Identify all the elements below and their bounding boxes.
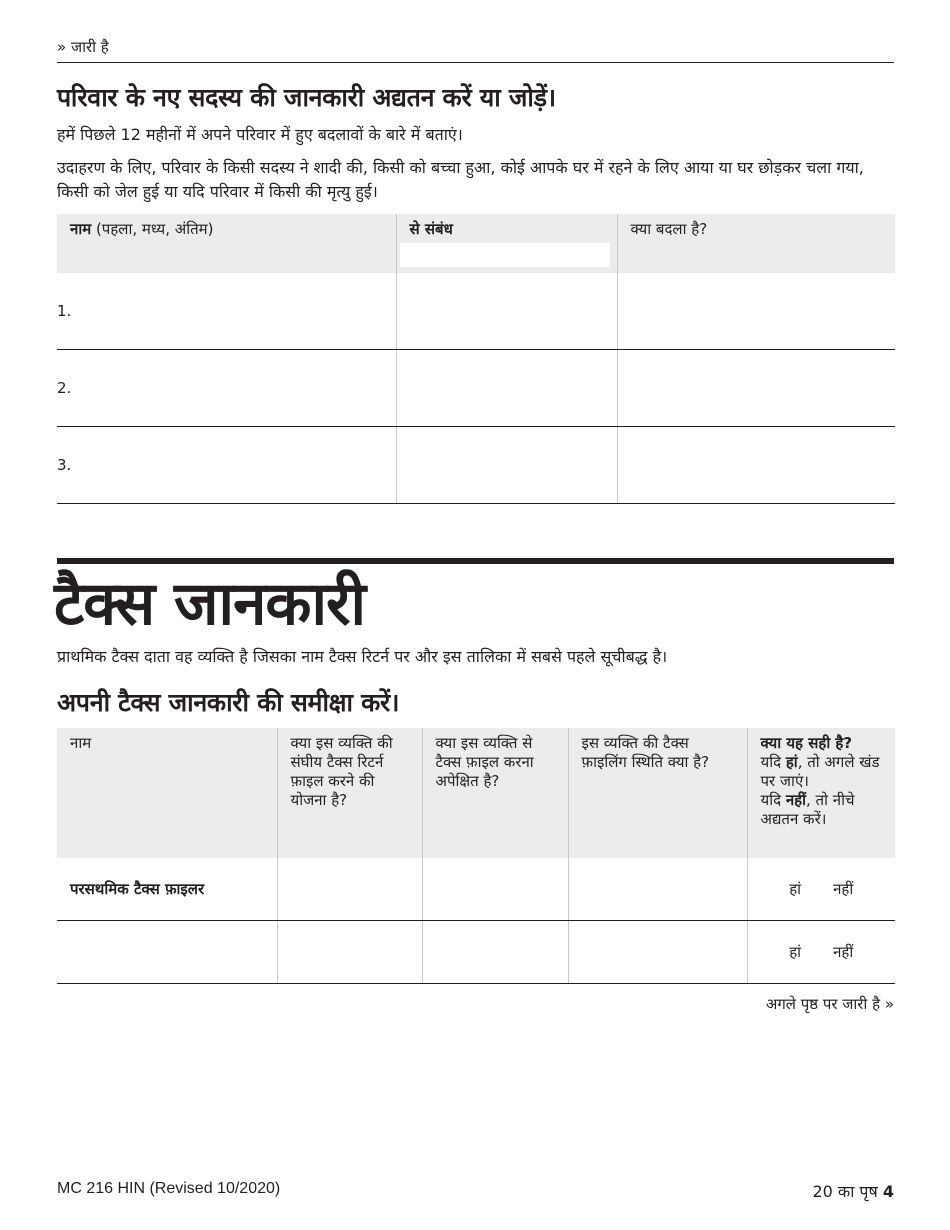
tax-section-title: टैक्स जानकारी [54,569,366,639]
column-header-required-to-file: क्या इस व्यक्ति से टैक्स फ़ाइल करना अपेक्षित है? [422,728,568,858]
required-to-file-cell[interactable] [422,921,568,984]
name-cell[interactable] [57,921,277,984]
column-header-filing-status: इस व्यक्ति की टैक्स फ़ाइलिंग स्थिति क्या है? [568,728,747,858]
yes-no-cell [747,921,895,984]
column-header-relation [396,214,617,273]
name-cell[interactable] [57,273,396,350]
plan-to-file-cell[interactable] [277,858,422,921]
continued-label: » जारी है [57,38,109,56]
relation-to-input[interactable] [400,243,610,267]
page-prefix: 20 का पृष [812,1182,883,1201]
column-header-name-hint: (पहला, मध्य, अंतिम) [91,220,214,238]
is-correct-yes-label: हां [785,753,798,771]
is-correct-yes-instruction: , तो अगले खंड पर जाएं। [760,753,880,790]
table-row [57,921,895,984]
row-number: 3. [57,455,72,474]
form-id: MC 216 HIN (Revised 10/2020) [57,1180,281,1197]
filing-status-cell[interactable] [568,921,747,984]
page-number: 4 [882,1182,894,1201]
family-section-intro: हमें पिछले 12 महीनों में अपने परिवार में हुए बदलावों के बारे में बताएं। [57,125,463,144]
required-to-file-cell[interactable] [422,858,568,921]
family-section-example: उदाहरण के लिए, परिवार के किसी सदस्य ने शादी की, किसी को बच्चा हुआ, कोई आपके घर में रहने के लिए आया या घर छोड़कर चला गया, किसी को जेल हुई या यदि परिवार में किसी की मृत्यु हुई। [57,158,864,201]
no-option[interactable]: नहीं [833,879,854,898]
row-number: 1. [57,301,72,320]
is-correct-no-instruction: , तो नीचे अद्यतन करें। [760,791,855,828]
yes-no-cell [747,858,895,921]
filing-status-cell[interactable] [568,858,747,921]
relation-cell[interactable] [396,427,617,504]
is-correct-no-label: नहीं [785,791,807,809]
relation-cell[interactable] [396,273,617,350]
family-changes-table [57,214,895,504]
change-cell[interactable] [617,273,895,350]
change-cell[interactable] [617,350,895,427]
tax-review-title: अपनी टैक्स जानकारी की समीक्षा करें। [57,688,400,717]
row-number: 2. [57,378,72,397]
plan-to-file-cell[interactable] [277,921,422,984]
table-row [57,350,895,427]
is-correct-if-label-2: यदि [760,791,786,809]
column-header-is-correct [747,728,895,858]
family-section-title: परिवार के नए सदस्य की जानकारी अद्यतन करें या जोड़ें। [57,83,556,112]
section-divider [57,558,894,564]
table-row [57,858,895,921]
column-header-name-bold: नाम [70,220,92,238]
yes-option[interactable]: हां [789,942,802,961]
yes-option[interactable]: हां [789,879,802,898]
relation-cell[interactable] [396,350,617,427]
table-row [57,427,895,504]
page-indicator [812,1180,894,1202]
header-divider [57,62,894,63]
tax-info-table [57,728,895,984]
is-correct-question: क्या यह सही है? [760,734,853,752]
name-cell[interactable] [57,427,396,504]
is-correct-if-label: यदि [760,753,786,771]
change-cell[interactable] [617,427,895,504]
primary-tax-filer-label: परसथमिक टैक्स फ़ाइलर [57,858,277,921]
name-cell[interactable] [57,350,396,427]
no-option[interactable]: नहीं [833,942,854,961]
column-header-plan-to-file: क्या इस व्यक्ति की संघीय टैक्स रिटर्न फ़ाइल करने की योजना है? [277,728,422,858]
column-header-name: नाम [57,728,277,858]
continued-next-page: अगले पृष्ठ पर जारी है » [765,995,894,1013]
column-header-name [57,214,396,273]
column-header-change: क्या बदला है? [617,214,895,273]
column-header-relation-label: से संबंध [409,220,453,238]
table-row [57,273,895,350]
tax-section-intro: प्राथमिक टैक्स दाता वह व्यक्ति है जिसका नाम टैक्स रिटर्न पर और इस तालिका में सबसे पहले सूचीबद्ध है। [57,647,668,666]
